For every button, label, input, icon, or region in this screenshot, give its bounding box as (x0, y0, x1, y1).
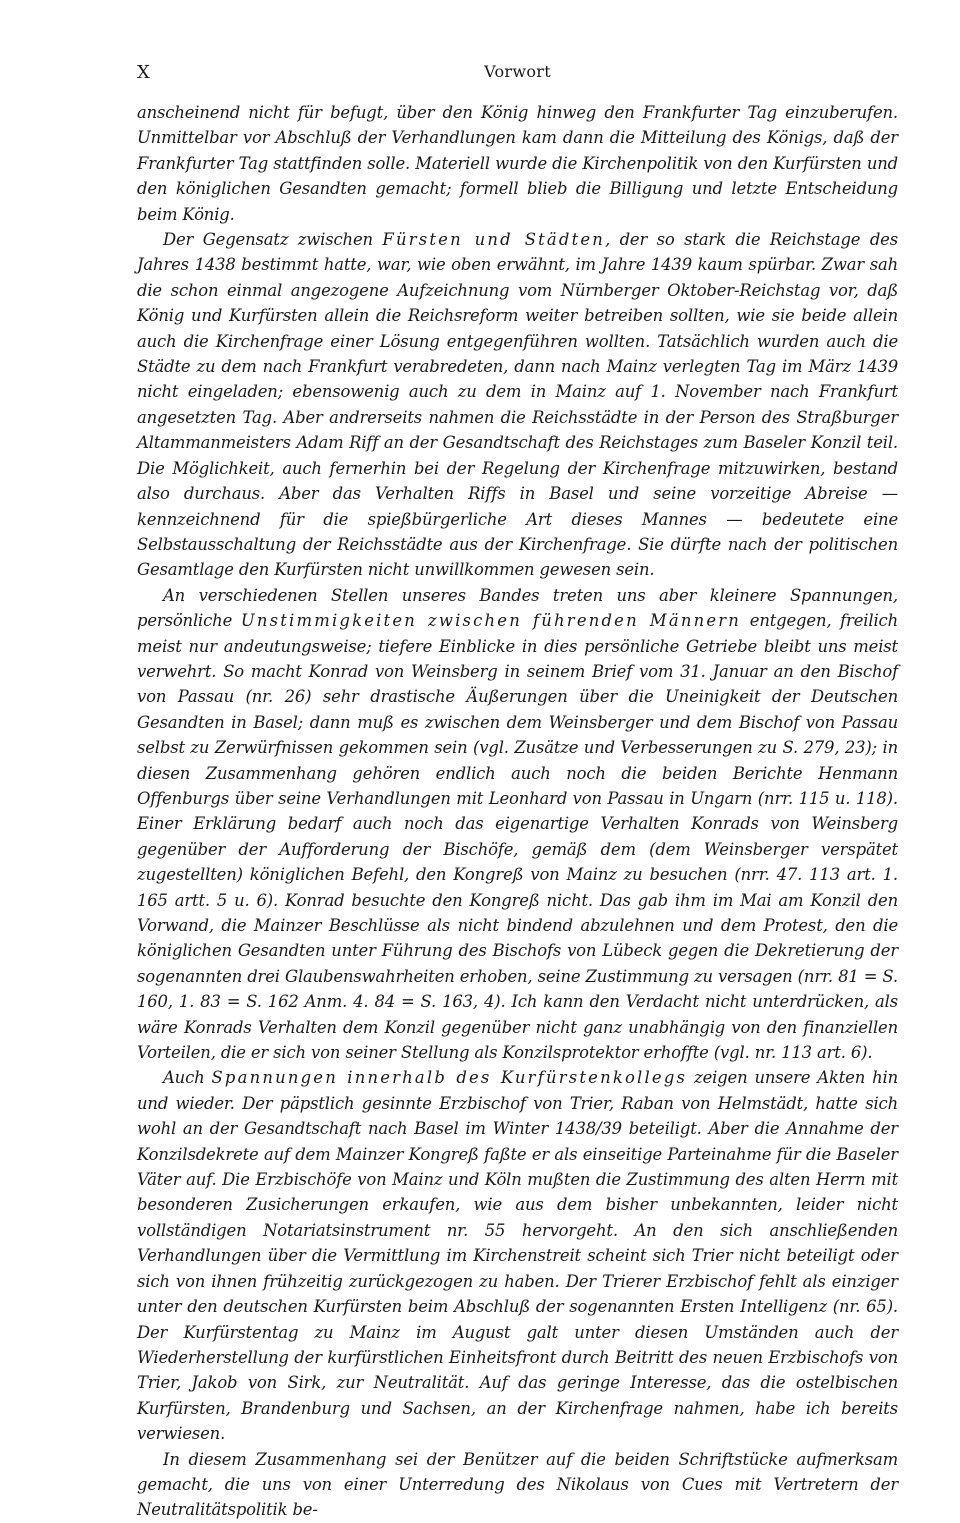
page-header (137, 62, 898, 100)
text-run: Auch (163, 1068, 212, 1088)
text-run: , der so stark die Reichstage des Jahres 1438 bestimmt hatte, war, wie oben erwähnt, im Jahre 1439 kaum spürbar. Zwar sah die schon einmal angezogene Aufzeichnung vom Nürnberger Oktober-Reichstag vor, daß König und Kurfürsten allein die Reichsreform weiter betreiben sollten, wie sie beide allein auch die Kirchenfrage einer Lösung entgegenführen wollten. Tatsächlich wurden auch die Städte zu dem nach Frankfurt verabredeten, dann nach Mainz verlegten Tag im März 1439 nicht eingeladen; ebensowenig auch zu dem in Mainz auf 1. November nach Frankfurt angesetzten Tag. Aber andrerseits nahmen die Reichsstädte in der Person des Straßburger Altammanmeisters Adam Riff an der Gesandtschaft des Reichstages zum Baseler Konzil teil. Die Möglichkeit, auch fernerhin bei der Regelung der Kirchenfrage mitzuwirken, bestand also durchaus. Aber das Verhalten Riffs in Basel und seine vorzeitige Abreise — kennzeichnend für die spießbürgerliche Art dieses Mannes — bedeutete eine Selbstausschaltung der Reichsstädte aus der Kirchenfrage. Sie dürfte nach der politischen Gesamtlage den Kurfürsten nicht unwillkommen gewesen sein. (137, 230, 898, 580)
paragraph (137, 227, 898, 583)
text-run: entgegen, freilich meist nur andeutungsweise; tiefere Einblicke in dies persönliche Getriebe bleibt uns meist verwehrt. So macht Konrad von Weinsberg in seinem Brief vom 31. Januar an den Bischof von Passau (nr. 26) sehr drastische Äußerungen über die Uneinigkeit der Deutschen Gesandten in Basel; dann muß es zwischen dem Weinsberger und dem Bischof von Passau selbst zu Zerwürfnissen gekommen sein (vgl. Zusätze und Verbesserungen zu S. 279, 23); in diesen Zusammenhang gehören endlich auch noch die beiden Berichte Henmann Offenburgs über seine Verhandlungen mit Leonhard von Passau in Ungarn (nrr. 115 u. 118). Einer Erklärung bedarf auch noch das eigenartige Verhalten Konrads von Weinsberg gegenüber der Aufforderung der Bischöfe, gemäß dem (dem Weinsberger verspätet zugestellten) königlichen Befehl, den Kongreß von Mainz zu besuchen (nrr. 47. 113 art. 1. 165 artt. 5 u. 6). Konrad besuchte den Kongreß nicht. Das gab ihm im Mai am Konzil den Vorwand, die Mainzer Beschlüsse als nicht bindend abzulehnen und dem Protest, den die königlichen Gesandten unter Führung des Bischofs von Lübeck gegen die Dekretierung der sogenannten drei Glaubenswahrheiten erhoben, seine Zustimmung zu versagen (nrr. 81 = S. 160, 1. 83 = S. 162 Anm. 4. 84 = S. 163, 4). Ich kann den Verdacht nicht unterdrücken, als wäre Konrads Verhalten dem Konzil gegenüber nicht ganz unabhängig von den finanziellen Vorteilen, die er sich von seiner Stellung als Konzilsprotektor erhoffte (vgl. nr. 113 art. 6). (137, 611, 898, 1063)
page-number: X (137, 62, 150, 83)
text-run: An verschiedenen Stellen unseres Bandes treten uns aber kleinere Spannungen, persönliche (137, 585, 898, 631)
text-run: In diesem Zusammenhang sei der Benützer auf die beiden Schriftstücke aufmerksam gemacht, die uns von einer Unterredung des Nikolaus von Cues mit Vertretern der Neutralitätspolitik be- (137, 1449, 898, 1520)
spaced-emphasis: Spannungen innerhalb des Kurfürstenkollegs (211, 1068, 688, 1088)
text-run: zeigen unsere Akten hin und wieder. Der päpstlich gesinnte Erzbischof von Trier, Raban von Helmstädt, hatte sich wohl an der Gesandtschaft nach Basel im Winter 1438/39 beteiligt. Aber die Annahme der Konzilsdekrete auf dem Mainzer Kongreß faßte er als einseitige Parteinahme für die Baseler Väter auf. Die Erzbischöfe von Mainz und Köln mußten die Zustimmung des alten Herrn mit besonderen Zusicherungen erkaufen, wie aus dem bisher unbekannten, leider nicht vollständigen Notariatsinstrument nr. 55 hervorgeht. An den sich anschließenden Verhandlungen über die Vermittlung im Kirchenstreit scheint sich Trier nicht beteiligt oder sich von ihnen frühzeitig zurückgezogen zu haben. Der Trierer Erzbischof fehlt als einziger unter den deutschen Kurfürsten beim Abschluß der sogenannten Ersten Intelligenz (nr. 65). Der Kurfürstentag zu Mainz im August galt unter diesen Umständen auch der Wiederherstellung der kurfürstlichen Einheitsfront durch Beitritt des neuen Erzbischofs von Trier, Jakob von Sirk, zur Neutralität. Auf das geringe Interesse, das die ostelbischen Kurfürsten, Brandenburg und Sachsen, an der Kirchenfrage nahmen, habe ich bereits verwiesen. (137, 1068, 899, 1444)
text-run: Der Gegensatz zwischen (163, 230, 383, 250)
running-title: Vorwort (484, 62, 551, 81)
spaced-emphasis: Unstimmigkeiten zwischen führenden Männern (240, 611, 742, 631)
paragraph (137, 1065, 898, 1446)
spaced-emphasis: Fürsten und Städten (382, 230, 606, 250)
text-run: anscheinend nicht für befugt, über den König hinweg den Frankfurter Tag einzuberufen. Unmittelbar vor Abschluß der Verhandlungen kam dann die Mitteilung des Königs, daß der Frankfurter Tag stattfinden solle. Materiell wurde die Kirchenpolitik von den Kurfürsten und den königlichen Gesandten gemacht; formell blieb die Billigung und letzte Entscheidung beim König. (137, 103, 898, 224)
paragraph (137, 100, 898, 227)
paragraph (137, 583, 898, 1066)
body-text (137, 100, 898, 1523)
paragraph (137, 1447, 898, 1523)
